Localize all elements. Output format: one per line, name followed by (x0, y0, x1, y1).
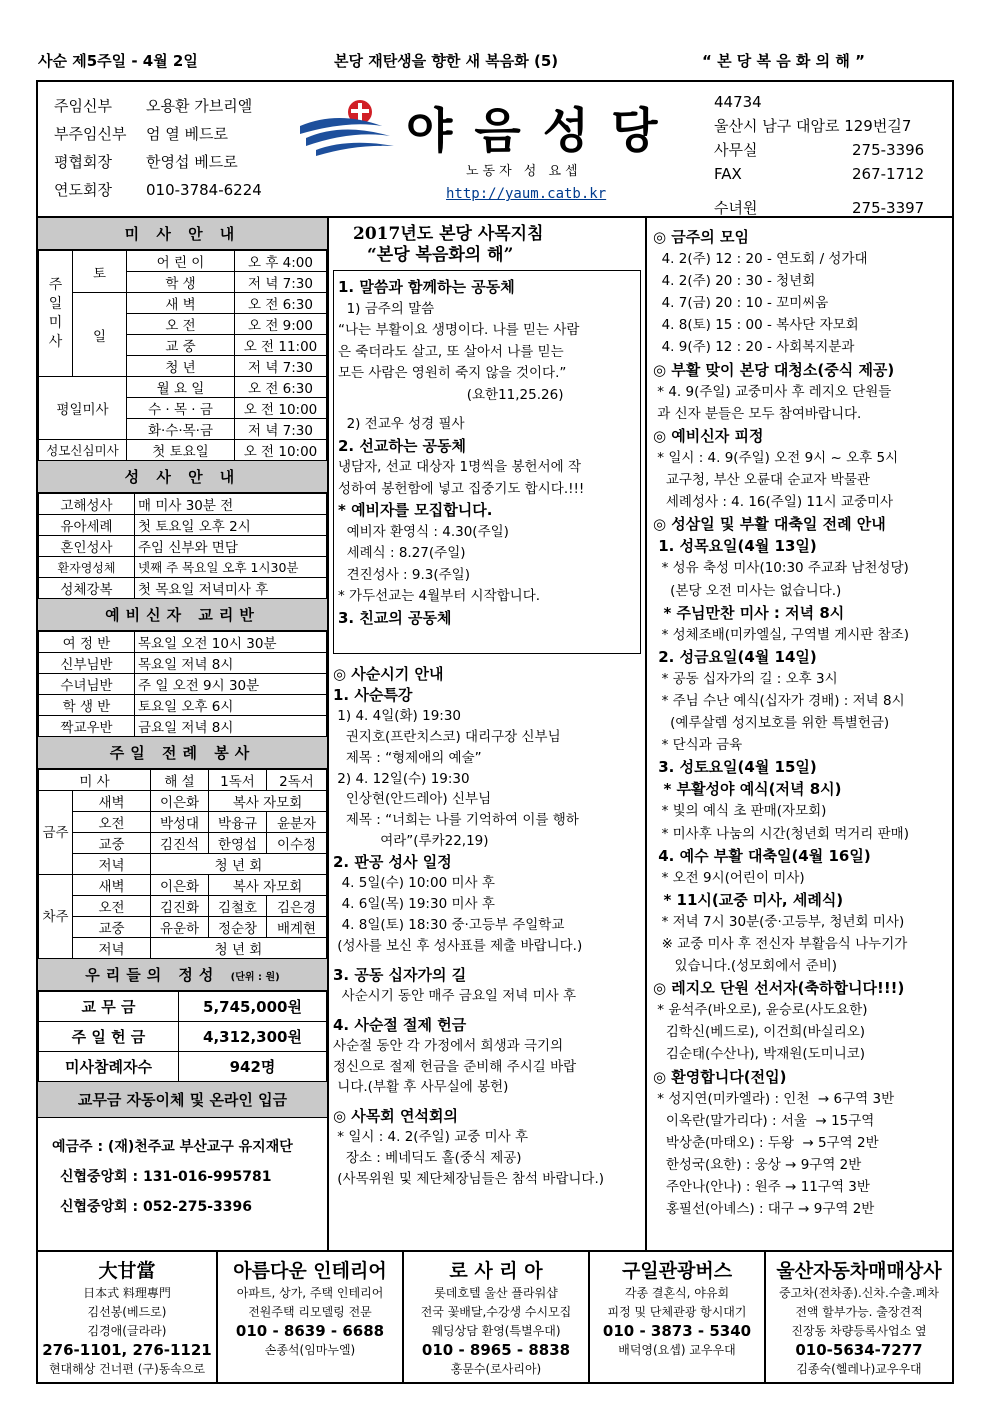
right-notices (653, 226, 949, 1220)
notice-line: ◎ 성삼일 및 부활 대축일 전례 안내 (653, 515, 886, 534)
table-cell: 저녁 (73, 854, 151, 875)
policy-lines (338, 277, 636, 629)
notice-line: 사순절 동안 각 가정에서 희생과 극기의 (333, 1037, 564, 1054)
ad-line: 김경애(글라라) (87, 1324, 167, 1338)
notice-line: 견진성사 : 9.3(주일) (338, 566, 470, 583)
notice-line: 2. 성금요일(4월 14일) (653, 647, 817, 666)
table-cell: 넷째 주 목요일 오후 1시30분 (135, 557, 327, 578)
table-cell: 오 후 4:00 (235, 251, 327, 272)
staff-row: 연도회장 010-3784-6224 (54, 181, 262, 199)
notice-line: (예루살렘 성지보호를 위한 특별헌금) (653, 715, 890, 732)
table-cell: 학 생 반 (39, 695, 135, 716)
table-cell: 김진화 (151, 896, 209, 917)
table-row (39, 791, 327, 812)
notice-line: * 11시(교중 미사, 세례식) (653, 890, 844, 909)
table-row (39, 1052, 327, 1082)
notice-line: 3. 친교의 공동체 (338, 608, 452, 627)
table-cell: 이은화 (151, 791, 209, 812)
ad-title: 구일관광버스 (621, 1260, 733, 1282)
notice-line: 장소 : 베네딕도 홀(중식 제공) (333, 1150, 522, 1167)
table-row (39, 557, 327, 578)
ad-car-dealer (766, 1252, 952, 1384)
contact-row: 수녀원 275-3397 (714, 199, 925, 217)
table-cell: 성체강복 (39, 578, 135, 599)
ad-title: 아름다운 인테리어 (233, 1260, 387, 1282)
notice-line: 과 신자 분들은 모두 참여바랍니다. (653, 405, 862, 422)
ad-line: 전원주택 리모델링 전문 (248, 1305, 372, 1319)
notice-line: 박상춘(마태오) : 두왕 → 5구역 2반 (653, 1134, 879, 1151)
contact-row: 사무실 275-3396 (714, 141, 925, 159)
table-cell: 오 전 (127, 314, 235, 335)
ad-line: 피정 및 단체관광 항시대기 (607, 1305, 747, 1319)
mass-table (38, 250, 327, 461)
table-row (39, 896, 327, 917)
notice-line: * 주님 수난 예식(십자가 경배) : 저녁 8시 (653, 692, 905, 709)
table-cell: 저 녁 7:30 (235, 419, 327, 440)
table-cell: 박융규 (209, 812, 267, 833)
table-cell: 미사참례자수 (39, 1052, 179, 1082)
table-cell: 미 사 (39, 770, 151, 791)
notice-line: * 빛의 예식 초 판매(자모회) (653, 803, 827, 820)
notice-line: 여라”(루카22,19) (333, 833, 489, 850)
table-cell: 첫 목요일 저녁미사 후 (135, 578, 327, 599)
notice-line (333, 957, 645, 965)
notice-line: 3. 공동 십자가의 길 (333, 965, 467, 984)
notice-line: * 미사후 나눔의 시간(청년회 먹거리 판매) (653, 825, 909, 842)
notice-line: 4. 5일(수) 10:00 미사 후 (333, 875, 495, 892)
next-week-label: 차주 (39, 875, 73, 959)
bulletin-header (38, 82, 952, 218)
account-number: 신협중앙회 : 131-016-995781 (60, 1169, 272, 1185)
notice-line: 냉담자, 선교 대상자 1명씩을 봉헌서에 작 (338, 459, 581, 476)
table-cell: 저녁 (73, 938, 151, 959)
policy-subtitle: “본당 복음화의 해” (367, 245, 514, 265)
ad-line: 진장동 차량등록사업소 옆 (791, 1324, 927, 1338)
table-cell: 신부님반 (39, 653, 135, 674)
account-number: 신협중앙회 : 052-275-3396 (60, 1199, 252, 1215)
table-row (39, 440, 327, 461)
postcode: 44734 (714, 93, 762, 111)
notice-line: ◎ 사순시기 안내 (333, 665, 444, 683)
table-cell: 저 녁 7:30 (235, 356, 327, 377)
middle-column (329, 218, 647, 1250)
table-cell: 토요일 오후 6시 (135, 695, 327, 716)
notice-line: * 4. 9(주일) 교중미사 후 레지오 단원들 (653, 383, 892, 400)
table-cell: 교 중 (127, 335, 235, 356)
ad-title: 大甘當 (98, 1260, 156, 1282)
notice-line: 모든 사람은 영원히 죽지 않을 것이다.” (338, 365, 567, 381)
table-row (39, 695, 327, 716)
notice-line: * 성유 축성 미사(10:30 주교좌 남천성당) (653, 560, 909, 577)
transfer-title: 교무금 자동이체 및 온라인 입금 (38, 1082, 327, 1118)
notice-line: 홍필선(아녜스) : 대구 → 9구역 2반 (653, 1201, 875, 1218)
notice-line: (사목위원 및 제단체장님들은 참석 바랍니다.) (333, 1171, 605, 1188)
sacraments-title: 성 사 안 내 (38, 461, 327, 493)
table-cell: 수 · 목 · 금 (127, 398, 235, 419)
notice-line: 4. 2(주) 12 : 20 - 연도회 / 성가대 (653, 251, 868, 268)
notice-line: * 가두선교는 4월부터 시작합니다. (338, 588, 541, 605)
parish-url-link[interactable]: http://yaum.catb.kr (446, 186, 607, 202)
table-cell: 여 정 반 (39, 632, 135, 653)
notice-line: 3. 성토요일(4월 15일) (653, 758, 817, 777)
table-cell: 새벽 (73, 875, 151, 896)
notice-line: * 부활성야 예식(저녁 8시) (653, 780, 842, 799)
notice-line: 1. 사순특강 (333, 685, 413, 704)
table-row (39, 917, 327, 938)
notice-line: 니다.(부활 후 사무실에 봉헌) (333, 1079, 509, 1096)
notice-line: * 공동 십자가의 길 : 오후 3시 (653, 670, 838, 687)
table-cell: 5,745,000원 (179, 992, 327, 1022)
table-row (39, 770, 327, 791)
notice-line: * 윤석주(바오로), 윤승로(사도요한) (653, 1002, 868, 1019)
mass-title: 미 사 안 내 (38, 218, 327, 250)
table-row (39, 992, 327, 1022)
table-cell: 주 일 헌 금 (39, 1022, 179, 1052)
notice-line: 은 죽더라도 살고, 또 살아서 나를 믿는 (338, 343, 564, 360)
ad-line: 홍문수(로사리아) (450, 1362, 542, 1376)
table-row (39, 578, 327, 599)
table-row (39, 716, 327, 737)
ad-line: 중고차(전차종).신차.수출.폐차 (779, 1286, 939, 1300)
notice-line: 4. 예수 부활 대축일(4월 16일) (653, 846, 871, 865)
notice-line: 4. 6일(목) 19:30 미사 후 (333, 895, 495, 912)
notice-line: 예비자 환영식 : 4.30(주일) (338, 523, 509, 540)
notice-line: 2. 판공 성사 일정 (333, 853, 452, 872)
table-cell: 오 전 9:00 (235, 314, 327, 335)
notice-line: 4. 2(주) 20 : 30 - 청년회 (653, 273, 816, 290)
notice-line: 4. 7(금) 20 : 10 - 꼬미씨움 (653, 295, 829, 312)
notice-line: ◎ 레지오 단원 선서자(축하합니다!!!) (653, 979, 905, 998)
table-row (39, 494, 327, 515)
offering-unit: (단위 : 원) (230, 972, 280, 983)
right-column (647, 218, 952, 1250)
notice-line: * 일시 : 4. 2(주일) 교중 미사 후 (333, 1129, 529, 1146)
table-cell: 교중 (73, 917, 151, 938)
table-cell: 주임 신부와 면담 (135, 536, 327, 557)
table-cell: 주 일 오전 9시 30분 (135, 674, 327, 695)
table-cell: 복사 자모회 (209, 875, 327, 896)
table-cell: 2독서 (267, 770, 327, 791)
table-cell: 교중 (73, 833, 151, 854)
transfer-info (38, 1118, 327, 1222)
bulletin-frame (36, 80, 954, 1384)
staff-list (54, 92, 262, 204)
ad-line: 김선봉(베드로) (87, 1305, 167, 1319)
table-cell: 새벽 (73, 791, 151, 812)
address: 울산시 남구 대암로 129번길7 (714, 117, 912, 135)
ad-restaurant (38, 1252, 218, 1384)
ad-line: 전국 꽃배달,수강생 수시모집 (420, 1305, 572, 1319)
table-cell: 매 미사 30분 전 (135, 494, 327, 515)
notice-line: ※ 교중 미사 후 전신자 부활음식 나누기가 (653, 936, 908, 952)
sacraments-table (38, 493, 327, 599)
notice-line: 세례식 : 8.27(주일) (338, 545, 466, 562)
sunday-label: 일 (73, 293, 127, 377)
notice-line: 4. 사순절 절제 헌금 (333, 1015, 467, 1034)
notice-line: * 성체조배(미카엘실, 구역별 게시판 참조) (653, 626, 909, 643)
notice-line: * 오전 9시(어린이 미사) (653, 869, 805, 886)
week-label: 사순 제5주일 - 4월 2일 (38, 52, 198, 70)
notice-line: ◎ 부활 맞이 본당 대청소(중식 제공) (653, 360, 895, 379)
notice-line: 2) 4. 12일(수) 19:30 (333, 770, 470, 787)
notice-line: 제목 : “형제애의 예술” (333, 749, 482, 766)
staff-row: 평협회장 한영섭 베드로 (54, 153, 238, 171)
notice-line: * 저녁 7시 30분(중·고등부, 청년회 미사) (653, 913, 905, 930)
parish-title: 야음성당 (406, 103, 680, 159)
table-row (39, 251, 327, 272)
notice-line: 2. 선교하는 공동체 (338, 436, 467, 455)
table-row (39, 293, 327, 314)
table-cell: 학 생 (127, 272, 235, 293)
notice-line: 김학신(베드로), 이건희(바실리오) (653, 1024, 866, 1041)
this-week-label: 금주 (39, 791, 73, 875)
table-cell: 김진석 (151, 833, 209, 854)
table-cell: 오 전 6:30 (235, 293, 327, 314)
ad-flower-shop (404, 1252, 590, 1384)
notice-line: (성사를 보신 후 성사표를 제출 바랍니다.) (333, 937, 583, 954)
ad-title: 로 사 리 아 (449, 1260, 543, 1282)
notice-line: 제목 : “너희는 나를 기억하여 이를 행하 (333, 812, 579, 829)
table-row (39, 1022, 327, 1052)
notice-line: “나는 부활이요 생명이다. 나를 믿는 사람 (338, 322, 580, 338)
notice-line: 있습니다.(성모회에서 준비) (653, 958, 838, 975)
ad-line: 010 - 8639 - 6688 (235, 1322, 385, 1340)
notice-line: 세례성사 : 4. 16(주일) 11시 교중미사 (653, 494, 894, 511)
table-cell: 한영섭 (209, 833, 267, 854)
ad-line: 010-5634-7277 (795, 1341, 923, 1359)
ad-line: 김종숙(헬레나)교우우대 (796, 1362, 922, 1376)
top-strip (38, 48, 954, 74)
liturgy-title: 주일 전례 봉사 (38, 737, 327, 769)
table-cell: 오 전 10:00 (235, 398, 327, 419)
ad-line: 276-1101, 276-1121 (42, 1341, 212, 1359)
table-cell: 오 전 10:00 (235, 440, 327, 461)
table-cell: 짝교우반 (39, 716, 135, 737)
contact-info (714, 90, 944, 220)
notice-line: 2) 전교우 성경 필사 (338, 416, 465, 433)
ad-line: 롯데호텔 울산 플라워샵 (434, 1286, 558, 1300)
table-cell: 박성대 (151, 812, 209, 833)
table-cell: 김은경 (267, 896, 327, 917)
ad-line: 배덕영(요셉) 교우우대 (618, 1343, 736, 1357)
notice-line: * 예비자를 모집합니다. (338, 501, 493, 520)
table-cell: 오 전 6:30 (235, 377, 327, 398)
table-cell: 청 년 (127, 356, 235, 377)
table-cell: 1독서 (209, 770, 267, 791)
table-cell: 어 린 이 (127, 251, 235, 272)
table-cell: 첫 토요일 오후 2시 (135, 515, 327, 536)
table-row (39, 653, 327, 674)
table-cell: 청 년 회 (151, 854, 327, 875)
ad-line: 日本式 料理專門 (83, 1286, 171, 1300)
ad-line: 손종석(임마누엘) (264, 1343, 356, 1357)
ads-bar (38, 1250, 952, 1382)
notice-line: 1) 4. 4일(화) 19:30 (333, 707, 462, 724)
table-cell: 혼인성사 (39, 536, 135, 557)
table-cell: 정순창 (209, 917, 267, 938)
table-cell: 오 전 11:00 (235, 335, 327, 356)
table-cell: 오전 (73, 812, 151, 833)
table-row (39, 833, 327, 854)
ad-line: 010 - 8965 - 8838 (421, 1341, 571, 1359)
notice-line: 이옥란(말가리다) : 서울 → 15구역 (653, 1112, 875, 1129)
ad-interior (218, 1252, 404, 1384)
table-cell: 새 벽 (127, 293, 235, 314)
table-cell: 첫 토요일 (127, 440, 235, 461)
notice-line: 1. 성목요일(4월 13일) (653, 537, 817, 556)
policy-title: 2017년도 본당 사목지침 (353, 224, 544, 244)
liturgy-table (38, 769, 327, 959)
ad-bus (590, 1252, 766, 1384)
notice-line: 1. 말씀과 함께하는 공동체 (338, 278, 515, 296)
table-cell: 고해성사 (39, 494, 135, 515)
notice-line: (본당 오전 미사는 없습니다.) (653, 582, 842, 599)
patron-saint: 노동자 성 요셉 (466, 164, 582, 179)
notice-line: 1) 금주의 말씀 (338, 300, 435, 317)
weekday-mass-label: 평일미사 (39, 377, 127, 440)
notice-line: ◎ 사목회 연석회의 (333, 1107, 458, 1126)
notice-line: 주안나(안나) : 원주 → 11구역 3반 (653, 1179, 870, 1196)
table-cell: 화·수·목·금 (127, 419, 235, 440)
notice-line: 정신으로 절제 헌금을 준비해 주시길 바랍 (333, 1058, 577, 1075)
notice-line: * 단식과 금육 (653, 737, 743, 754)
heart-mass-label: 성모신심미사 (39, 440, 127, 461)
notice-line: * 주님만찬 미사 : 저녁 8시 (653, 603, 845, 622)
table-row (39, 536, 327, 557)
table-row (39, 875, 327, 896)
catechumen-title: 예비신자 교리반 (38, 599, 327, 631)
table-cell: 4,312,300원 (179, 1022, 327, 1052)
table-cell: 배계현 (267, 917, 327, 938)
notice-line: 한성국(요한) : 웅상 → 9구역 2반 (653, 1156, 862, 1173)
table-cell: 유운하 (151, 917, 209, 938)
table-cell: 목요일 오전 10시 30분 (135, 632, 327, 653)
notice-line: 교구청, 부산 오륜대 순교자 박물관 (653, 472, 870, 489)
table-row (39, 854, 327, 875)
ad-line: 현대해상 건너편 (구)동속으로 (48, 1362, 206, 1376)
motto-label: “ 본 당 복 음 화 의 해 ” (702, 52, 865, 70)
notice-line (338, 406, 636, 414)
left-column (38, 218, 329, 1250)
table-cell: 유아세례 (39, 515, 135, 536)
parish-logo (306, 90, 680, 210)
table-cell: 오전 (73, 896, 151, 917)
notice-line: 4. 8일(토) 18:30 중·고등부 주일학교 (333, 916, 565, 933)
table-row (39, 812, 327, 833)
table-cell: 청 년 회 (151, 938, 327, 959)
policy-box (333, 270, 641, 654)
notice-line: 4. 8(토) 15 : 00 - 복사단 자모회 (653, 317, 859, 334)
staff-row: 부주임신부 엄 열 베드로 (54, 125, 228, 143)
offering-table (38, 991, 327, 1082)
notice-line: 김순태(수산나), 박재원(도미니코) (653, 1046, 866, 1063)
account-holder: 예금주 : (재)천주교 부산교구 유지재단 (52, 1139, 293, 1155)
catechumen-table (38, 631, 327, 737)
notice-line: 인상현(안드레아) 신부님 (333, 791, 492, 808)
staff-row: 주임신부 오용환 가브리엘 (54, 97, 253, 115)
notice-line: ◎ 예비신자 피정 (653, 426, 764, 445)
table-cell: 금요일 저녁 8시 (135, 716, 327, 737)
table-row (39, 938, 327, 959)
notice-line: 성하여 봉헌함에 넣고 집중기도 합시다.!!! (338, 480, 585, 497)
sunday-mass-label: 주일미사 (39, 251, 73, 377)
table-cell: 해 설 (151, 770, 209, 791)
table-cell: 복사 자모회 (209, 791, 327, 812)
ad-line: 010 - 3873 - 5340 (602, 1322, 752, 1340)
offering-title: 우리들의 정성 (단위 : 원) (38, 959, 327, 991)
contact-row: FAX 267-1712 (714, 165, 925, 183)
notice-line: 권지호(프란치스코) 대리구장 신부님 (333, 728, 561, 745)
ad-line: 아파트, 상가, 주택 인테리어 (236, 1286, 384, 1300)
ad-title: 울산자동차매매상사 (776, 1260, 942, 1282)
notice-line: ◎ 금주의 모임 (653, 228, 749, 246)
notice-line: 4. 9(주) 12 : 20 - 사회복지분과 (653, 339, 855, 356)
policy-heading (353, 224, 544, 266)
notice-line (333, 1098, 645, 1106)
middle-notices (333, 664, 645, 1190)
table-cell: 환자영성체 (39, 557, 135, 578)
parish-emblem-icon (298, 96, 408, 160)
notice-line: * 일시 : 4. 9(주일) 오전 9시 ~ 오후 5시 (653, 449, 899, 466)
table-row (39, 515, 327, 536)
table-cell: 저 녁 7:30 (235, 272, 327, 293)
notice-line: 사순시기 동안 매주 금요일 저녁 미사 후 (333, 987, 576, 1004)
notice-line: (요한11,25.26) (338, 386, 564, 403)
table-row (39, 632, 327, 653)
table-cell: 목요일 저녁 8시 (135, 653, 327, 674)
table-cell: 김철호 (209, 896, 267, 917)
ad-line: 전액 할부가능. 출장견적 (795, 1305, 923, 1319)
ad-line: 웨딩상담 환영(특별우대) (431, 1324, 561, 1338)
table-cell: 이수정 (267, 833, 327, 854)
table-cell: 월 요 일 (127, 377, 235, 398)
campaign-label: 본당 재탄생을 향한 새 복음화 (5) (334, 52, 559, 70)
table-cell: 이은화 (151, 875, 209, 896)
table-cell: 수녀님반 (39, 674, 135, 695)
table-cell: 윤분자 (267, 812, 327, 833)
notice-line (333, 1007, 645, 1015)
table-cell: 942명 (179, 1052, 327, 1082)
notice-line: * 성지연(미카엘라) : 인천 → 6구역 3반 (653, 1090, 895, 1107)
saturday-label: 토 (73, 251, 127, 293)
notice-line: ◎ 환영합니다(전입) (653, 1067, 787, 1086)
table-row (39, 377, 327, 398)
ad-line: 각종 결혼식, 야유회 (624, 1286, 730, 1300)
table-cell: 교 무 금 (39, 992, 179, 1022)
table-row (39, 674, 327, 695)
